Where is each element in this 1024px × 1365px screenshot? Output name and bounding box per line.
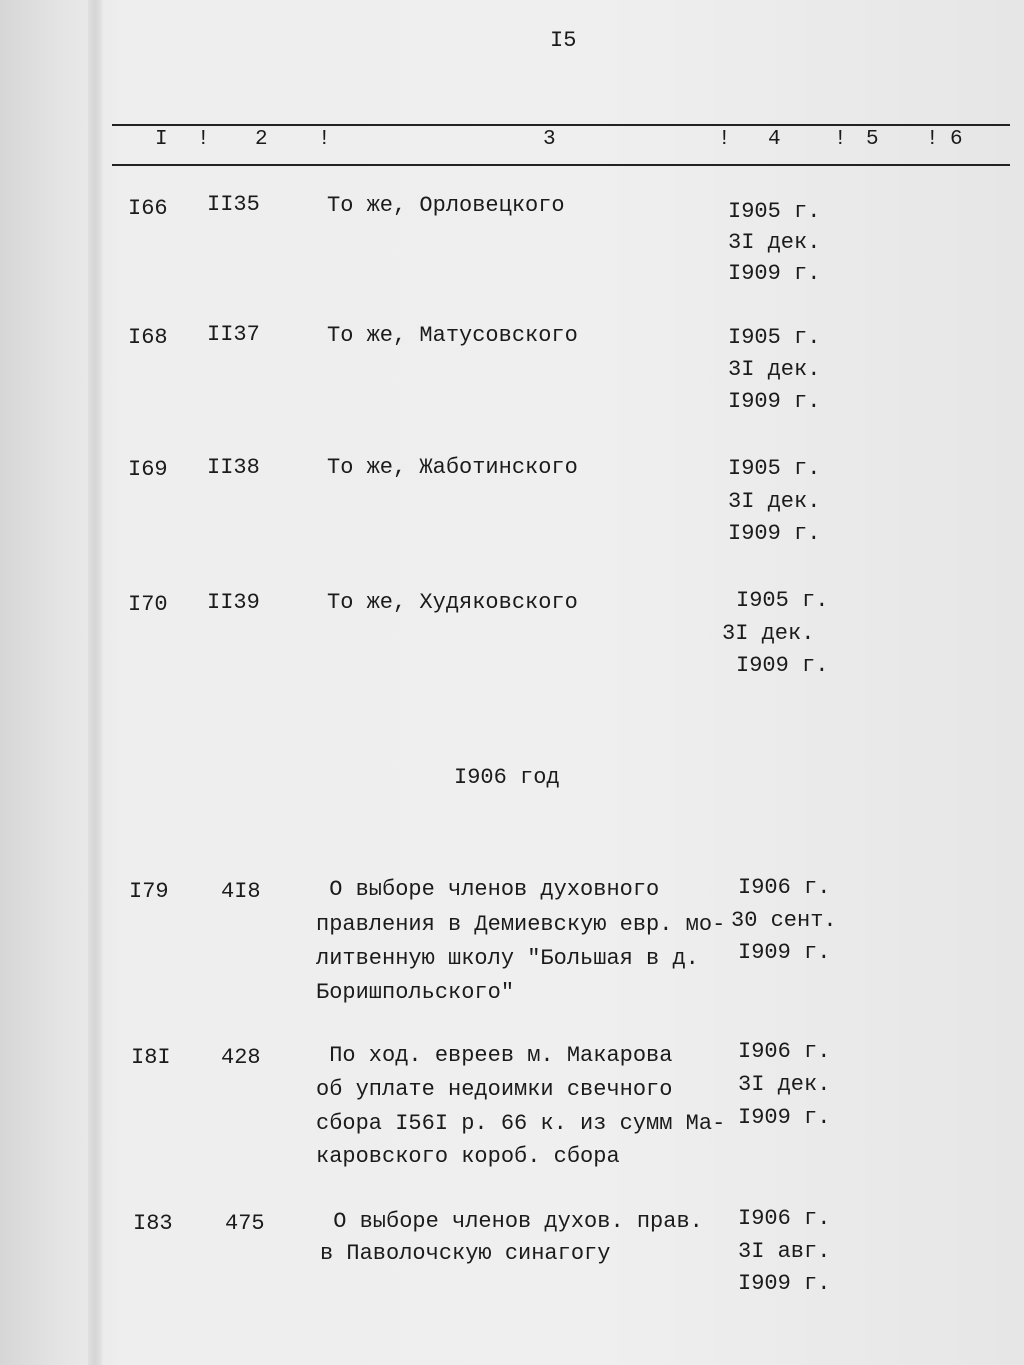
record-title-line: Боришпольского" (316, 980, 515, 1005)
record-date-line: I906 г. (738, 1206, 831, 1231)
file-number: II35 (207, 192, 260, 217)
file-number: 428 (221, 1045, 261, 1070)
record-title-line: То же, Матусовского (327, 323, 578, 348)
year-heading: I906 год (454, 765, 560, 790)
file-number: 475 (225, 1211, 265, 1236)
record-title-line: в Паволочскую синагогу (320, 1241, 611, 1266)
record-date-line: 3I дек. (738, 1072, 831, 1097)
record-date-line: I909 г. (736, 653, 829, 678)
record-number: I83 (133, 1211, 173, 1236)
record-date-line: I905 г. (736, 588, 829, 613)
record-date-line: 30 сент. (731, 908, 837, 933)
record-date-line: I909 г. (738, 1271, 831, 1296)
table-header-rule (112, 164, 1010, 166)
record-date-line: I905 г. (728, 456, 821, 481)
record-title-line: По ход. евреев м. Макарова (316, 1043, 673, 1068)
header-col6: 6 (950, 128, 963, 151)
header-col5: 5 (866, 128, 879, 151)
record-title-line: О выборе членов духов. прав. (320, 1209, 703, 1234)
record-date-line: I906 г. (738, 1039, 831, 1064)
header-sep: ! (718, 128, 731, 151)
record-number: I79 (129, 879, 169, 904)
record-title-line: каровского короб. сбора (316, 1144, 620, 1169)
file-number: II39 (207, 590, 260, 615)
record-title-line: сбора I56I р. 66 к. из сумм Ма- (316, 1111, 726, 1136)
table-top-rule (112, 124, 1010, 126)
record-date-line: I909 г. (728, 389, 821, 414)
record-title-line: О выборе членов духовного (316, 877, 660, 902)
record-number: I69 (128, 457, 168, 482)
header-sep: ! (834, 128, 847, 151)
record-date-line: I909 г. (738, 940, 831, 965)
header-sep: ! (318, 128, 331, 151)
record-date-line: I909 г. (728, 521, 821, 546)
record-date-line: 3I дек. (728, 230, 821, 255)
record-date-line: I909 г. (738, 1105, 831, 1130)
record-date-line: I906 г. (738, 875, 831, 900)
record-title-line: правления в Демиевскую евр. мо- (316, 912, 726, 937)
record-title-line: То же, Худяковского (327, 590, 578, 615)
record-date-line: I905 г. (728, 199, 821, 224)
page-fold-shadow (88, 0, 102, 1365)
header-col3: 3 (543, 128, 556, 151)
record-date-line: 3I дек. (728, 357, 821, 382)
record-number: I70 (128, 592, 168, 617)
record-date-line: 3I дек. (728, 489, 821, 514)
page-number: I5 (550, 28, 577, 53)
record-title-line: То же, Орловецкого (327, 193, 565, 218)
header-sep: ! (926, 128, 939, 151)
record-title-line: литвенную школу "Большая в д. (316, 946, 699, 971)
header-col1: I (155, 128, 168, 151)
record-number: I68 (128, 325, 168, 350)
file-number: 4I8 (221, 879, 261, 904)
record-title-line: То же, Жаботинского (327, 455, 578, 480)
file-number: II37 (207, 322, 260, 347)
record-date-line: I905 г. (728, 325, 821, 350)
file-number: II38 (207, 455, 260, 480)
header-sep: ! (197, 128, 210, 151)
record-number: I66 (128, 196, 168, 221)
record-title-line: об уплате недоимки свечного (316, 1077, 673, 1102)
record-date-line: 3I авг. (738, 1239, 831, 1264)
record-date-line: 3I дек. (722, 621, 815, 646)
header-col2: 2 (255, 128, 268, 151)
record-date-line: I909 г. (728, 261, 821, 286)
record-number: I8I (131, 1045, 171, 1070)
header-col4: 4 (768, 128, 781, 151)
